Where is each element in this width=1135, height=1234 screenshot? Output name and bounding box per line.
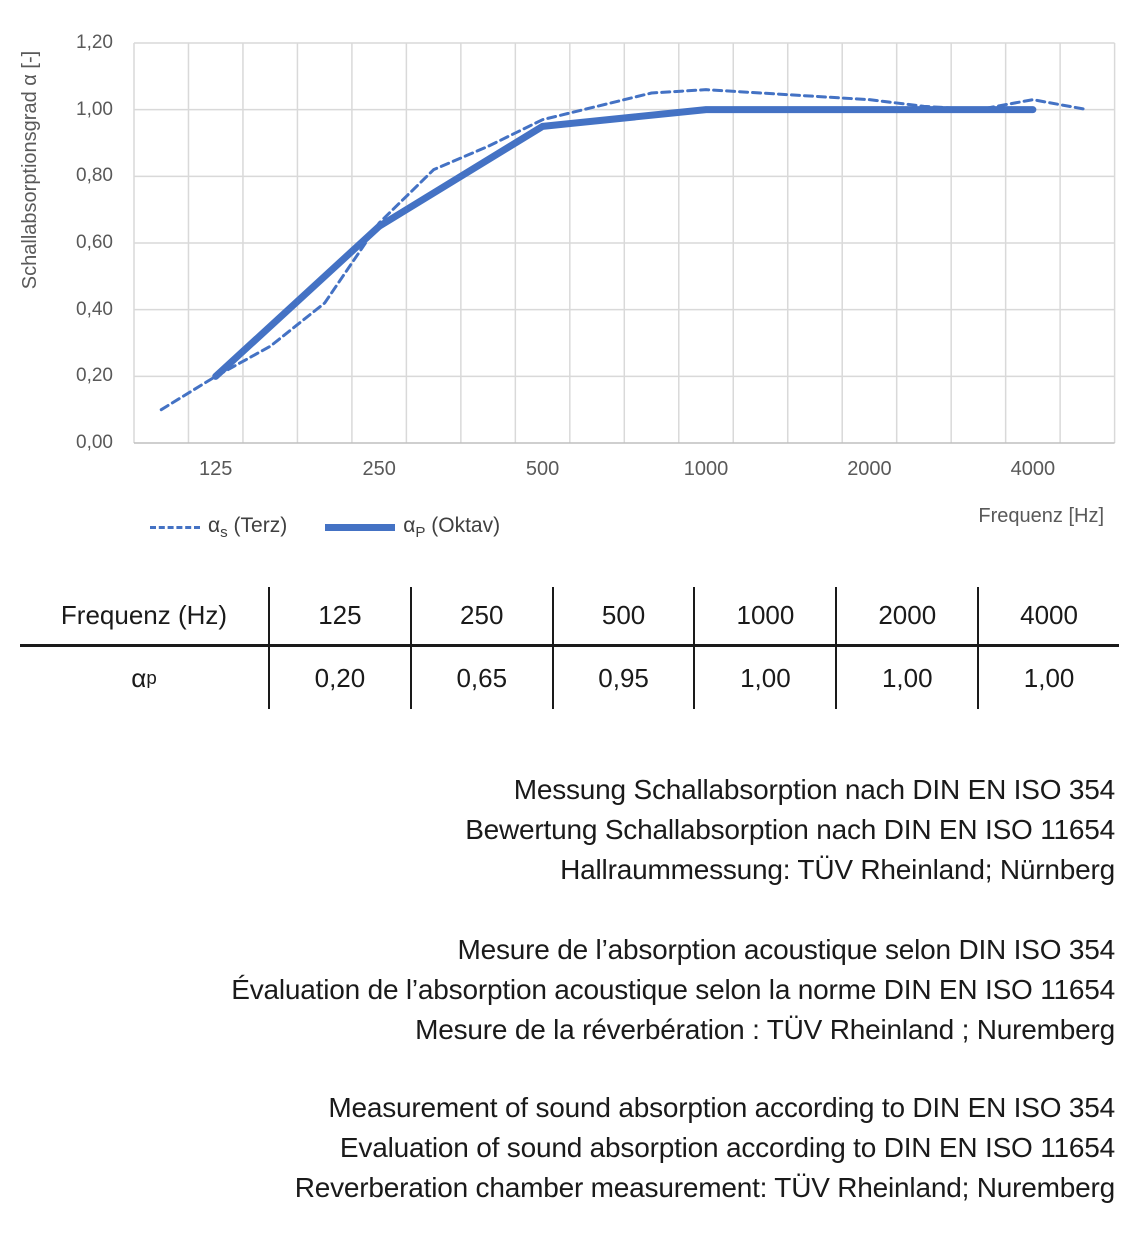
table-header-cell: 500: [552, 587, 694, 647]
table-row-label-alpha-p: α p: [131, 662, 157, 693]
x-tick-label: 125: [199, 458, 233, 480]
note-line: Évaluation de l’absorption acoustique selon la norme DIN EN ISO 11654: [231, 974, 1115, 1005]
table-header-label: Frequenz (Hz): [20, 587, 268, 647]
dashed-line-sample: [150, 526, 200, 529]
absorption-chart: [0, 0, 1135, 560]
note-french: [231, 930, 1115, 1050]
note-line: Measurement of sound absorption according to DIN EN ISO 354: [328, 1092, 1115, 1123]
note-line: Hallraummessung: TÜV Rheinland; Nürnberg: [560, 854, 1115, 885]
note-line: Bewertung Schallabsorption nach DIN EN ISO 11654: [465, 814, 1115, 845]
note-line: Mesure de la réverbération : TÜV Rheinland ; Nuremberg: [415, 1014, 1115, 1045]
y-tick-label: 0,40: [76, 298, 113, 320]
table-header-cell: 1000: [693, 587, 835, 647]
x-tick-label: 500: [525, 458, 560, 480]
y-tick-label: 1,00: [76, 98, 113, 120]
y-tick-label: 0,80: [76, 165, 113, 187]
chart-legend: [150, 514, 500, 541]
note-line: Evaluation of sound absorption according to DIN EN ISO 11654: [339, 1132, 1115, 1163]
table-header-cell: 250: [410, 587, 552, 647]
y-tick-label: 0,20: [76, 365, 113, 387]
legend-item-oktav: [325, 514, 500, 541]
frequency-table: [20, 587, 1119, 709]
table-value-cell: 1,00: [835, 647, 977, 709]
x-tick-label: 1000: [683, 458, 729, 480]
table-value-cell: 1,00: [977, 647, 1119, 709]
x-tick-label: 250: [362, 458, 396, 480]
note-line: Messung Schallabsorption nach DIN EN ISO 354: [513, 774, 1115, 805]
solid-line-sample: [325, 524, 395, 531]
table-value-cell: 0,65: [410, 647, 552, 709]
table-header-cell: 125: [268, 587, 410, 647]
y-tick-label: 0,60: [76, 232, 113, 253]
x-axis-title: Frequenz [Hz]: [978, 505, 1104, 527]
legend-label-terz: $\alpha_s$ (Terz): [208, 514, 288, 542]
legend-item-terz: [150, 514, 287, 541]
note-german: [465, 770, 1115, 890]
y-tick-label: 0,00: [76, 432, 113, 453]
x-tick-label: 2000: [847, 458, 892, 480]
note-line: Mesure de l’absorption acoustique selon DIN ISO 354: [457, 934, 1115, 965]
legend-label-oktav: $\alpha_P$ (Oktav): [403, 514, 501, 542]
table-header-cell: 2000: [835, 587, 977, 647]
x-tick-label: 4000: [1010, 458, 1056, 480]
chart-plot-svg: [0, 0, 1135, 560]
table-header-cell: 4000: [977, 587, 1119, 647]
table-value-cell: 1,00: [693, 647, 835, 709]
note-line: Reverberation chamber measurement: TÜV Rheinland; Nuremberg: [294, 1172, 1115, 1203]
y-axis-title: Schallabsorptionsgrad α [-]: [19, 50, 41, 290]
table-value-cell: 0,20: [268, 647, 410, 709]
table-value-cell: 0,95: [552, 647, 694, 709]
note-english: [295, 1088, 1115, 1208]
y-tick-label: 1,20: [76, 32, 113, 53]
